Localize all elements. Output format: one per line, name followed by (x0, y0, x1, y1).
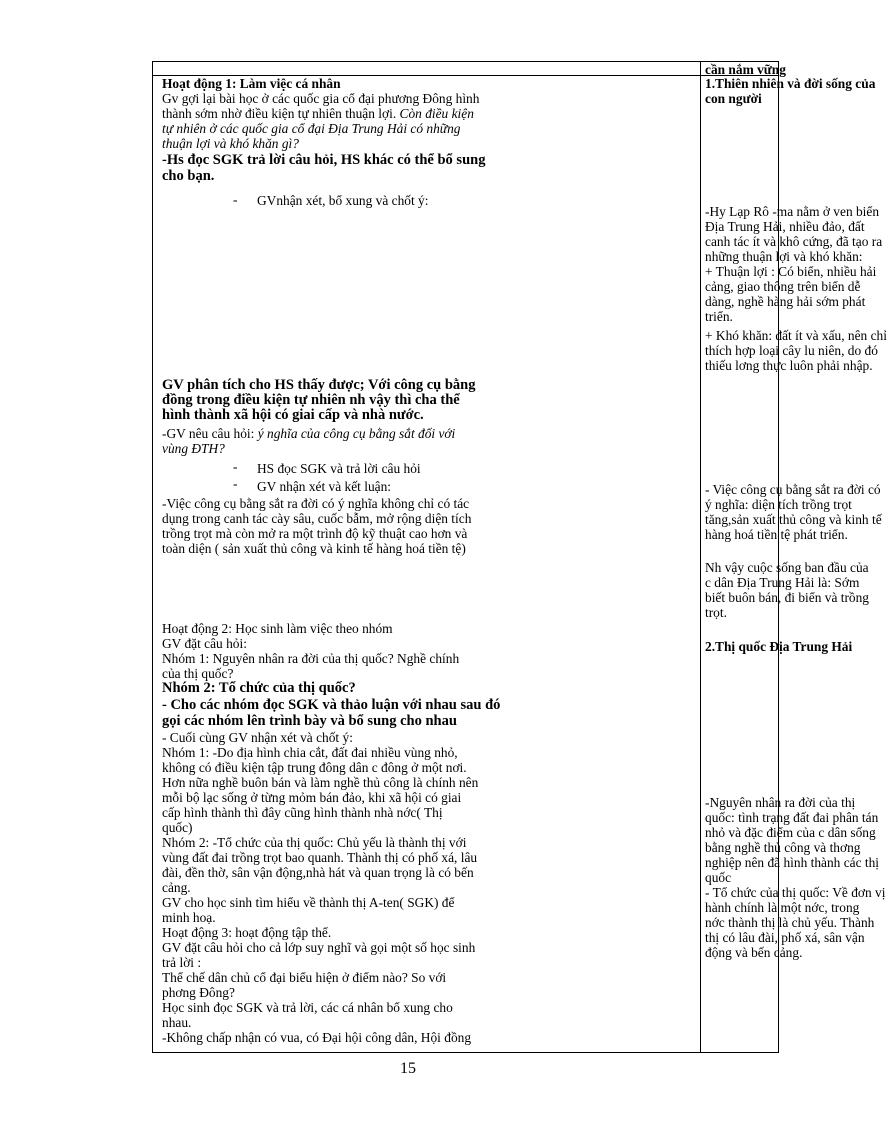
text-line: + Khó khăn: đất ít và xấu, nên chỉ (705, 328, 887, 343)
text-line: quốc) (162, 820, 193, 835)
text-line: cho bạn. (162, 168, 215, 184)
text-line: không có điều kiện tập trung đông dân c đông ở một nơi. (162, 760, 467, 775)
text-line: minh hoạ. (162, 910, 216, 925)
text-line: -Hy Lạp Rô -ma nằm ở ven biển (705, 204, 880, 219)
section-1-title-cont: con người (705, 91, 762, 106)
text-line: Gv gợi lại bài học ở các quốc gia cổ đại phương Đông hình (162, 91, 480, 106)
text-line: GV nhận xét và kết luận: (257, 479, 391, 494)
text-line: quốc (705, 870, 732, 885)
text-line: trồng trọt mà còn mở ra một trình độ kỹ thuật cao hơn và (162, 526, 468, 541)
text-line: thành sớm nhờ điều kiện tự nhiên thuận lợi. Còn điều kiện (162, 106, 474, 121)
lesson-table (152, 61, 887, 1053)
text-line: Nh vậy cuộc sống ban đầu của (705, 560, 869, 575)
activity-1-title: Hoạt động 1: Làm việc cá nhân (162, 76, 341, 91)
text-line: GV phân tích cho HS thấy được; Với công cụ bằng (162, 377, 476, 393)
text-line: GV cho học sinh tìm hiểu về thành thị A-ten( SGK) để (162, 895, 455, 910)
text-line: hình thành xã hội có giai cấp và nhà nước. (162, 407, 424, 423)
activity-2-title: Hoạt động 2: Học sinh làm việc theo nhóm (162, 621, 393, 636)
text-line: gọi các nhóm lên trình bày và bổ sung cho nhau (162, 713, 457, 729)
text-line: Hơn nữa nghề buôn bán và làm nghề thủ công là chính nên (162, 775, 479, 790)
text-line: nhỏ và đặc điểm của c dân sống (705, 825, 876, 840)
text-line: đồng trong điều kiện tự nhiên nh vậy thì cha thể (162, 392, 460, 408)
text-line: thuận lợi và khó khăn gì? (162, 136, 299, 151)
text-line: -Không chấp nhận có vua, có Đại hội công dân, Hội đồng (162, 1030, 472, 1045)
text-line: nhau. (162, 1015, 192, 1030)
text-line: nghiệp nên đã hình thành các thị (705, 855, 880, 870)
text-line: cấp hình thành thì đây cũng hình thành nhà nớc( Thị (162, 805, 443, 820)
text-line: hàng hoá tiền tệ phát triển. (705, 527, 848, 542)
text-line: -Hs đọc SGK trả lời câu hỏi, HS khác có thể bổ sung (162, 152, 486, 168)
text-line: Địa Trung Hải, nhiều đảo, đất (705, 219, 865, 234)
text-line: trả lời : (162, 955, 202, 970)
text-line: nớc thành thị là chủ yếu. Thành (705, 915, 875, 930)
text-line: GV đặt câu hỏi: (162, 636, 247, 651)
section-2-title: 2.Thị quốc Địa Trung Hải (705, 639, 853, 654)
text-line: thích hợp loại cây lu niên, do đó (705, 343, 878, 358)
text-line: dụng trong canh tác cày sâu, cuốc bẫm, mở rộng diện tích (162, 511, 472, 526)
text-line: Học sinh đọc SGK và trả lời, các cá nhân bổ xung cho (162, 1000, 453, 1015)
text-line: Nhóm 1: -Do địa hình chia cắt, đất đai nhiều vùng nhỏ, (162, 745, 458, 760)
text-line: Nhóm 2: -Tổ chức của thị quốc: Chủ yếu là thành thị với (162, 835, 467, 850)
section-1-title: 1.Thiên nhiên và đời sống của (705, 76, 876, 91)
text-line: phơng Đông? (162, 985, 235, 1000)
text-line: tăng,sản xuất thủ công và kinh tế (705, 512, 882, 527)
activity-3-title: Hoạt động 3: hoạt động tập thể. (162, 925, 332, 940)
text-line: - Tổ chức của thị quốc: Về đơn vị (705, 885, 886, 900)
right-column-header: cần nắm vững (705, 62, 786, 77)
text-line: biết buôn bán, đi biển và trồng (705, 590, 870, 605)
page-number: 15 (400, 1060, 416, 1077)
bullet-dash: - (233, 192, 238, 207)
text-line: c dân Địa Trung Hải là: Sớm (705, 575, 860, 590)
text-line: toàn diện ( sản xuất thủ công và kinh tế hàng hoá tiền tệ) (162, 541, 466, 556)
text-line: - Việc công cụ bằng sắt ra đời có (705, 482, 881, 497)
text-line: mỗi bộ lạc sống ở từng mỏm bán đảo, khi xã hội có giai (162, 790, 462, 805)
text-line: HS đọc SGK và trả lời câu hỏi (257, 461, 421, 476)
text-line: + Thuận lợi : Có biển, nhiều hải (705, 264, 877, 279)
text-line: trọt. (705, 605, 727, 620)
text-line: Nhóm 2: Tổ chức của thị quốc? (162, 680, 356, 696)
text-line: vùng đất đai trồng trọt bao quanh. Thành thị có phố xá, lâu (162, 850, 478, 865)
text-line: động và bến cảng. (705, 945, 803, 960)
text-line: triển. (705, 309, 733, 324)
text-line: hành chính là một nớc, trong (705, 900, 860, 915)
text-line: Nhóm 1: Nguyên nhân ra đời của thị quốc? Nghề chính (162, 651, 460, 666)
text-line: canh tác ít và khô cứng, đã tạo ra (705, 234, 883, 249)
text-line: những thuận lợi và khó khăn: (705, 249, 863, 264)
column-divider (700, 62, 701, 1052)
text-line: của thị quốc? (162, 666, 234, 681)
text-line: ý nghĩa: diện tích trồng trọt (705, 497, 852, 512)
bullet-dash: - (233, 459, 238, 474)
text-line: -Việc công cụ bằng sắt ra đời có ý nghĩa không chỉ có tác (162, 496, 470, 511)
text-line: dàng, nghề hàng hải sớm phát (705, 294, 866, 309)
text-line: cảng. (162, 880, 191, 895)
text-line: vùng ĐTH? (162, 441, 225, 456)
text-line: đài, đền thờ, sân vận động,nhà hát và quan trọng là có bến (162, 865, 474, 880)
text-line: thiếu lơng thực luôn phải nhập. (705, 358, 873, 373)
bullet-dash: - (233, 476, 238, 491)
text-line: Thể chế dân chủ cổ đại biểu hiện ở điểm nào? So với (162, 970, 447, 985)
text-line: GV đặt câu hỏi cho cả lớp suy nghĩ và gọi một số học sinh (162, 940, 476, 955)
text-line: bằng nghề thủ công và thơng (705, 840, 861, 855)
text-line: - Cuối cùng GV nhận xét và chốt ý: (162, 730, 353, 745)
text-line: quốc: tình trạng đất đai phân tán (705, 810, 879, 825)
text-line: - Cho các nhóm đọc SGK và thảo luận với nhau sau đó (162, 697, 501, 713)
text-line: thị có lâu đài, phố xá, sân vận (705, 930, 865, 945)
text-line: -GV nêu câu hỏi: ý nghĩa của công cụ bằng sắt đối với (162, 426, 456, 441)
text-line: tự nhiên ở các quốc gia cổ đại Địa Trung Hải có những (162, 121, 461, 136)
text-line: GVnhận xét, bổ xung và chốt ý: (257, 193, 429, 208)
text-line: -Nguyên nhân ra đời của thị (705, 795, 856, 810)
text-line: cảng, giao thông trên biển dễ (705, 279, 861, 294)
